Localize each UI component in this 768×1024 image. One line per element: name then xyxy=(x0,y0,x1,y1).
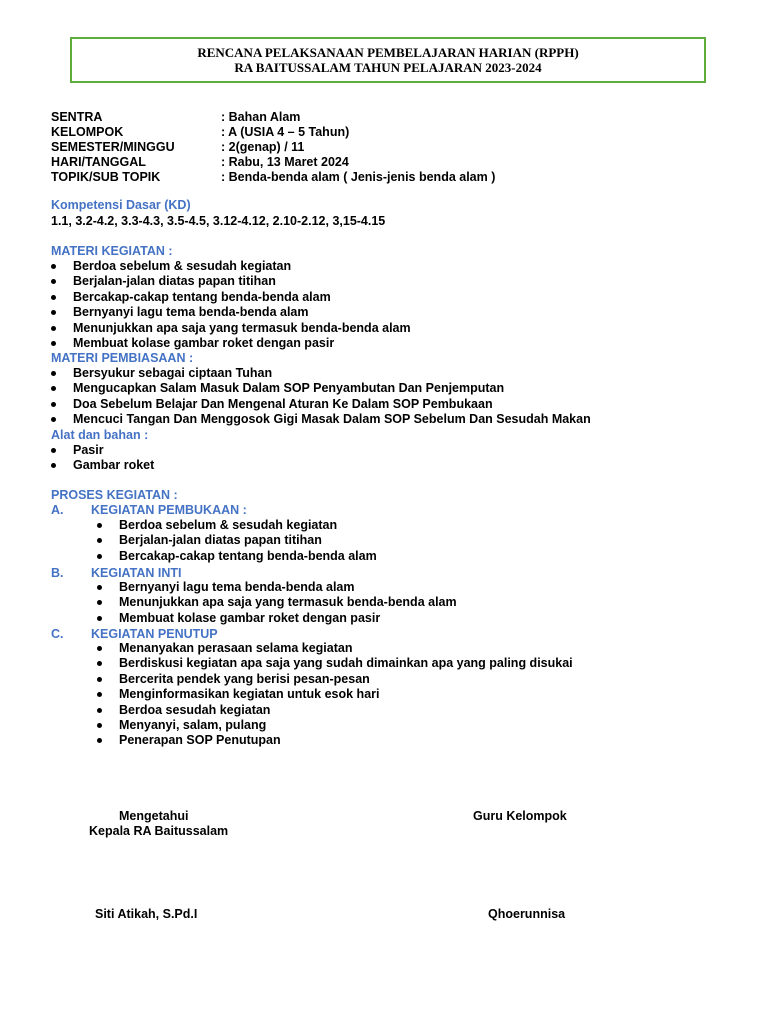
alat-bahan-heading: Alat dan bahan : xyxy=(51,428,149,442)
document-page: RENCANA PELAKSANAAN PEMBELAJARAN HARIAN (RPPH) RA BAITUSSALAM TAHUN PELAJARAN 2023-2024 SENTRA : Bahan Alam KELOMPOK : A (USIA 4 – 5 Tahun) SEMESTER/MINGGU : 2(genap) / 11 HARI/TANGGAL : Rabu, 13 Maret 2024 TOPIK/SUB TOPIK : Benda-benda alam ( Jenis-jenis benda alam ) Kompetensi Dasar (KD) 1.1, 3.2-4.2, 3.3-4.3, 3.5-4.5, 3.12-4.12, 2.10-2.12, 3,15-4.15 MATERI KEGIATAN : Berdoa sebelum & sesudah kegiatan Berjalan-jalan diatas papan titihan Bercakap-cakap tentang benda-benda alam Bernyanyi lagu tema benda-benda alam Menunjukkan apa saja yang termasuk benda-benda alam Membuat kolase gambar roket dengan pasir MATERI PEMBIASAAN : Bersyukur sebagai ciptaan Tuhan Mengucapkan Salam Masuk Dalam SOP Penyambutan Dan Penjemputan Doa Sebelum Belajar Dan Mengenal Aturan Ke Dalam SOP Pembukaan Mencuci Tangan Dan Menggosok Gigi Masak Dalam SOP Sebelum Dan Sesudah Makan Alat dan bahan : Pasir Gambar roket PROSES KEGIATAN : A. KEGIATAN PEMBUKAAN : Berdoa sebelum & sesudah kegiatan Berjalan-jalan diatas papan titihan Bercakap-cakap tentang benda-benda alam B. KEGIATAN INTI Bernyanyi lagu tema benda-benda alam Menunjukkan apa saja yang termasuk benda-benda alam Membuat kolase gambar roket dengan pasir C. KEGIATAN PENUTUP Menanyakan perasaan selama kegiatan Berdiskusi kegiatan apa saja yang sudah dimainkan apa yang paling disukai Bercerita pendek yang berisi pesan-pesan Menginformasikan kegiatan untuk esok hari Berdoa sesudah kegiatan Menyanyi, salam, pulang Penerapan SOP Penutupan Mengetahui Kepala RA Baitussalam Guru Kelompok Siti Atikah, S.Pd.I Qhoerunnisa xyxy=(0,0,768,1024)
info-key: KELOMPOK xyxy=(51,125,124,139)
info-key: SENTRA xyxy=(51,110,103,124)
bullet-icon xyxy=(97,585,102,590)
bullet-icon xyxy=(97,538,102,543)
section-letter: C. xyxy=(51,627,64,641)
signature-left-name: Siti Atikah, S.Pd.I xyxy=(95,907,198,921)
bullet-icon xyxy=(97,708,102,713)
bullet-icon xyxy=(51,463,56,468)
section-letter: A. xyxy=(51,503,64,517)
bullet-icon xyxy=(51,371,56,376)
bullet-icon xyxy=(97,616,102,621)
info-key: SEMESTER/MINGGU xyxy=(51,140,175,154)
bullet-icon xyxy=(51,448,56,453)
section-name: KEGIATAN INTI xyxy=(91,566,182,580)
bullet-icon xyxy=(51,279,56,284)
title-line-2: RA BAITUSSALAM TAHUN PELAJARAN 2023-2024 xyxy=(234,60,542,75)
signature-left-label-1: Mengetahui xyxy=(119,809,189,823)
bullet-icon xyxy=(51,326,56,331)
bullet-icon xyxy=(51,386,56,391)
bullet-icon xyxy=(97,723,102,728)
info-value: : A (USIA 4 – 5 Tahun) xyxy=(221,125,350,139)
proses-heading: PROSES KEGIATAN : xyxy=(51,488,178,502)
bullet-icon xyxy=(97,692,102,697)
bullet-icon xyxy=(97,738,102,743)
materi-pembiasaan-heading: MATERI PEMBIASAAN : xyxy=(51,351,194,365)
section-name: KEGIATAN PENUTUP xyxy=(91,627,218,641)
bullet-icon xyxy=(51,264,56,269)
title-box xyxy=(70,37,706,83)
bullet-icon xyxy=(97,600,102,605)
bullet-icon xyxy=(97,554,102,559)
bullet-icon xyxy=(51,341,56,346)
bullet-icon xyxy=(97,677,102,682)
title-line-1: RENCANA PELAKSANAAN PEMBELAJARAN HARIAN (RPPH) xyxy=(197,45,579,60)
bullet-icon xyxy=(97,661,102,666)
bullet-icon xyxy=(51,402,56,407)
bullet-icon xyxy=(97,646,102,651)
kd-value: 1.1, 3.2-4.2, 3.3-4.3, 3.5-4.5, 3.12-4.12, 2.10-2.12, 3,15-4.15 xyxy=(51,214,386,228)
info-value: : Bahan Alam xyxy=(221,110,301,124)
bullet-icon xyxy=(51,310,56,315)
info-value: : Rabu, 13 Maret 2024 xyxy=(221,155,349,169)
section-name: KEGIATAN PEMBUKAAN : xyxy=(91,503,247,517)
info-value: : 2(genap) / 11 xyxy=(221,140,305,154)
signature-right-name: Qhoerunnisa xyxy=(488,907,566,921)
section-letter: B. xyxy=(51,566,64,580)
info-key: TOPIK/SUB TOPIK xyxy=(51,170,161,184)
signature-right-label: Guru Kelompok xyxy=(473,809,567,823)
materi-kegiatan-heading: MATERI KEGIATAN : xyxy=(51,244,173,258)
bullet-icon xyxy=(97,523,102,528)
signature-left-label-2: Kepala RA Baitussalam xyxy=(89,824,229,838)
info-value: : Benda-benda alam ( Jenis-jenis benda alam ) xyxy=(221,170,496,184)
kd-heading: Kompetensi Dasar (KD) xyxy=(51,198,191,212)
bullet-icon xyxy=(51,295,56,300)
info-key: HARI/TANGGAL xyxy=(51,155,146,169)
bullet-icon xyxy=(51,417,56,422)
